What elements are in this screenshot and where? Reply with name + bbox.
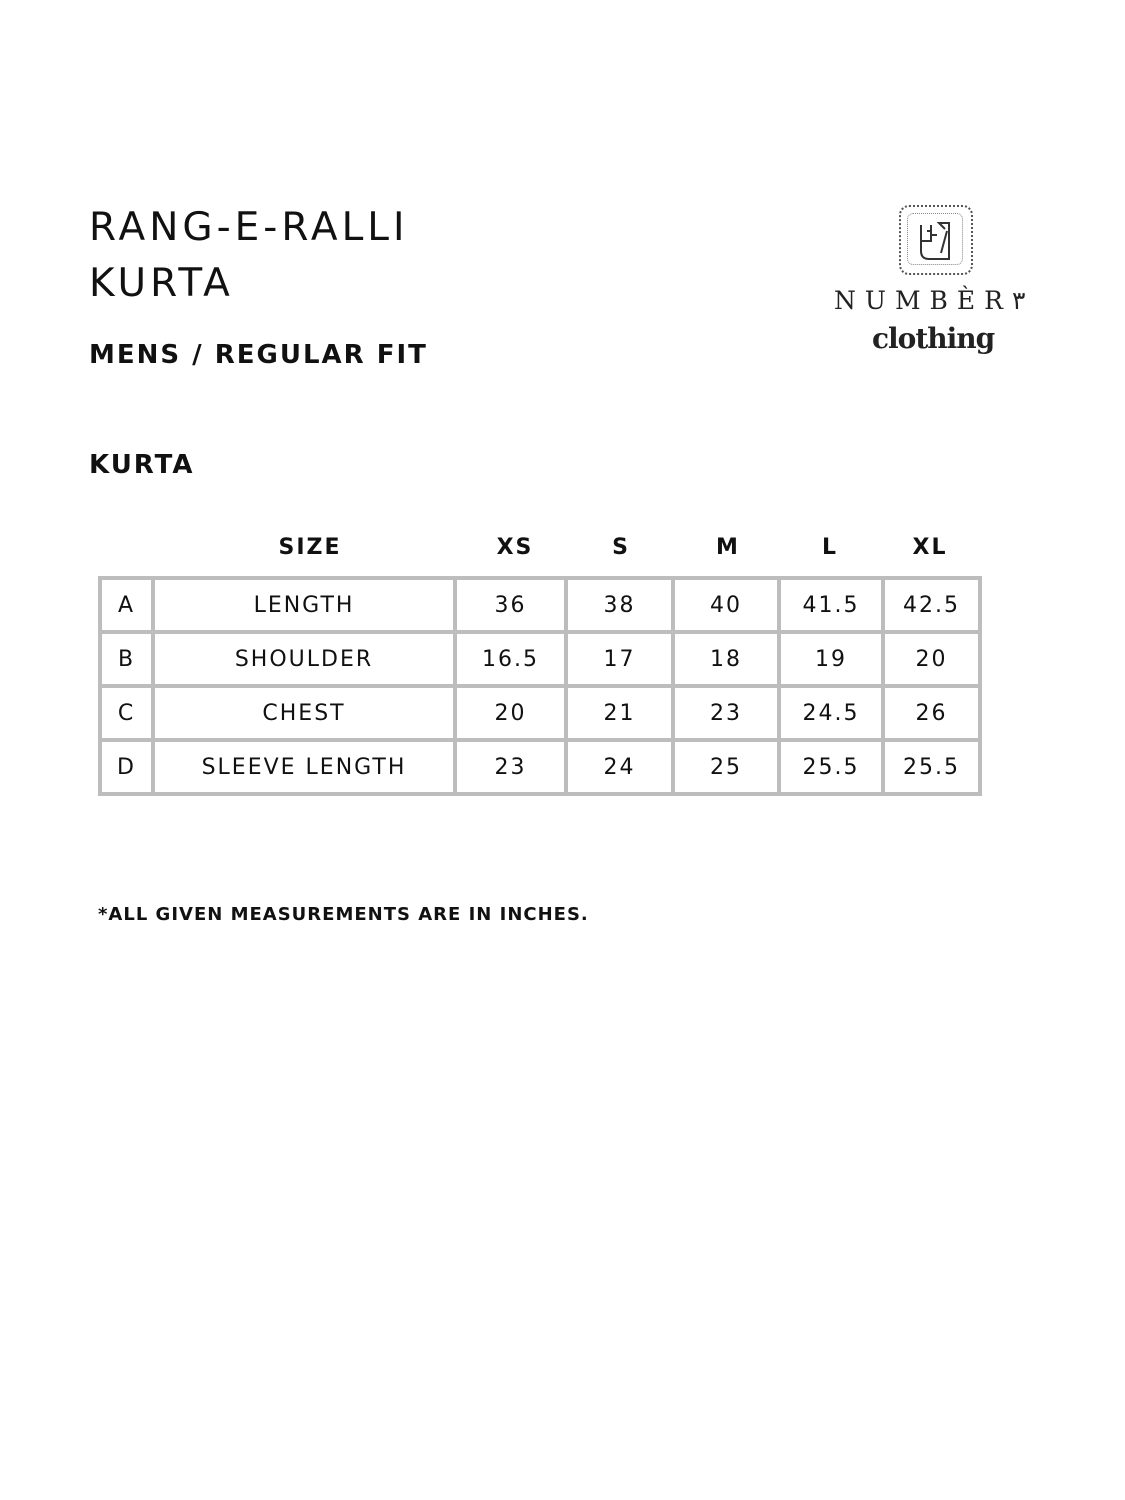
row-measure: SHOULDER xyxy=(153,632,455,686)
cell-value: 20 xyxy=(455,686,566,740)
cell-value: 42.5 xyxy=(883,578,980,632)
brand-logo xyxy=(830,200,1050,370)
brand-name: NUMBÈR٣ xyxy=(834,286,1026,315)
measurement-footnote: *ALL GIVEN MEASUREMENTS ARE IN INCHES. xyxy=(98,904,589,925)
cell-value: 26 xyxy=(883,686,980,740)
fit-subtitle: MENS / REGULAR FIT xyxy=(89,340,428,370)
column-header-xs: XS xyxy=(496,535,534,560)
table-row xyxy=(100,740,980,794)
cell-value: 19 xyxy=(779,632,883,686)
number3-monogram-icon xyxy=(899,205,973,275)
row-code: A xyxy=(100,578,153,632)
cell-value: 20 xyxy=(883,632,980,686)
cell-value: 25.5 xyxy=(779,740,883,794)
column-header-l: L xyxy=(821,535,839,560)
column-header-s: S xyxy=(612,535,630,560)
cell-value: 18 xyxy=(673,632,779,686)
row-measure: SLEEVE LENGTH xyxy=(153,740,455,794)
cell-value: 24.5 xyxy=(779,686,883,740)
cell-value: 40 xyxy=(673,578,779,632)
size-chart-table xyxy=(98,576,982,796)
section-title: KURTA xyxy=(89,450,195,480)
table-column-headers xyxy=(0,535,1125,565)
row-code: B xyxy=(100,632,153,686)
product-title-line1: RANG-E-RALLI xyxy=(89,205,409,250)
table-row xyxy=(100,578,980,632)
row-code: C xyxy=(100,686,153,740)
cell-value: 23 xyxy=(455,740,566,794)
row-measure: LENGTH xyxy=(153,578,455,632)
cell-value: 25 xyxy=(673,740,779,794)
cell-value: 36 xyxy=(455,578,566,632)
row-measure: CHEST xyxy=(153,686,455,740)
table-row xyxy=(100,686,980,740)
cell-value: 25.5 xyxy=(883,740,980,794)
column-header-size: SIZE xyxy=(278,535,342,560)
column-header-xl: XL xyxy=(912,535,948,560)
cell-value: 24 xyxy=(566,740,673,794)
row-code: D xyxy=(100,740,153,794)
cell-value: 21 xyxy=(566,686,673,740)
cell-value: 38 xyxy=(566,578,673,632)
cell-value: 16.5 xyxy=(455,632,566,686)
brand-subname: clothing xyxy=(872,322,995,355)
table-row xyxy=(100,632,980,686)
cell-value: 41.5 xyxy=(779,578,883,632)
product-title-line2: KURTA xyxy=(89,261,234,306)
product-title xyxy=(89,200,409,312)
cell-value: 23 xyxy=(673,686,779,740)
cell-value: 17 xyxy=(566,632,673,686)
column-header-m: M xyxy=(716,535,740,560)
